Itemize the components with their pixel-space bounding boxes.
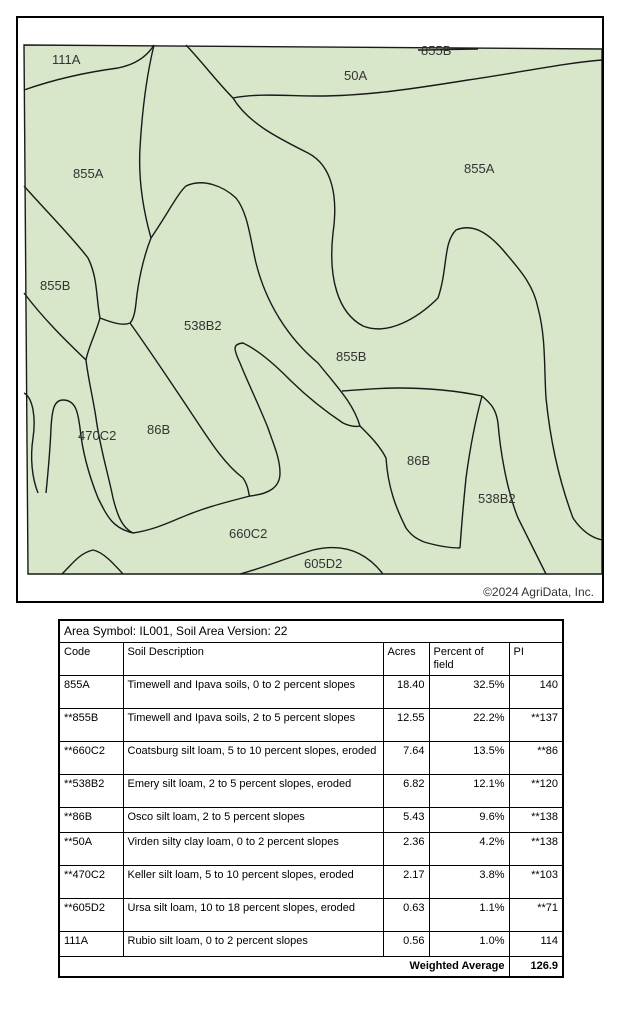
cell-pi: **137 [509,709,563,742]
cell-description: Emery silt loam, 2 to 5 percent slopes, eroded [123,775,383,808]
table-row [59,866,563,899]
cell-description: Timewell and Ipava soils, 0 to 2 percent slopes [123,676,383,709]
map-label-660C2: 660C2 [229,526,268,541]
cell-acres: 0.63 [383,899,429,932]
map-label-855B-center: 855B [336,349,367,364]
cell-code: **50A [59,833,123,866]
cell-percent: 3.8% [429,866,509,899]
weighted-average-label: Weighted Average [59,957,509,978]
cell-description: Coatsburg silt loam, 5 to 10 percent slopes, eroded [123,742,383,775]
header-code: Code [59,643,123,676]
weighted-average-row [59,957,563,978]
cell-description: Timewell and Ipava soils, 2 to 5 percent slopes [123,709,383,742]
table-header-row [59,643,563,676]
cell-code: **538B2 [59,775,123,808]
table-row [59,742,563,775]
cell-pi: 114 [509,932,563,957]
cell-code: **605D2 [59,899,123,932]
map-label-538B2-right: 538B2 [478,491,516,506]
cell-percent: 12.1% [429,775,509,808]
cell-percent: 22.2% [429,709,509,742]
cell-description: Keller silt loam, 5 to 10 percent slopes, eroded [123,866,383,899]
area-symbol-row [59,620,563,643]
cell-pi: **71 [509,899,563,932]
header-acres: Acres [383,643,429,676]
cell-code: **470C2 [59,866,123,899]
cell-acres: 0.56 [383,932,429,957]
header-pi: PI [509,643,563,676]
cell-acres: 18.40 [383,676,429,709]
cell-description: Ursa silt loam, 10 to 18 percent slopes, eroded [123,899,383,932]
map-label-855B-top: 855B [421,43,452,58]
map-label-855B-left: 855B [40,278,71,293]
cell-pi: **103 [509,866,563,899]
map-label-855A-left: 855A [73,166,104,181]
cell-code: **86B [59,808,123,833]
header-percent: Percent of field [429,643,509,676]
table-row [59,676,563,709]
cell-acres: 2.17 [383,866,429,899]
map-label-470C2: 470C2 [78,428,117,443]
cell-pi: **138 [509,833,563,866]
cell-percent: 32.5% [429,676,509,709]
map-label-50A: 50A [344,68,368,83]
cell-description: Osco silt loam, 2 to 5 percent slopes [123,808,383,833]
table-row [59,932,563,957]
map-label-538B2-center: 538B2 [184,318,222,333]
header-description: Soil Description [123,643,383,676]
cell-code: 855A [59,676,123,709]
cell-code: **855B [59,709,123,742]
cell-pi: **138 [509,808,563,833]
cell-pi: **120 [509,775,563,808]
soil-map [16,16,604,603]
map-label-86B-left: 86B [147,422,171,437]
area-symbol: Area Symbol: IL001, Soil Area Version: 22 [59,620,563,643]
cell-percent: 1.1% [429,899,509,932]
cell-percent: 1.0% [429,932,509,957]
cell-pi: 140 [509,676,563,709]
cell-percent: 13.5% [429,742,509,775]
map-label-111A: 111A [52,52,81,67]
table-row [59,833,563,866]
weighted-average-value: 126.9 [509,957,563,978]
table-row [59,808,563,833]
map-label-86B-right: 86B [407,453,431,468]
table-row [59,899,563,932]
soil-table-container [58,619,562,978]
soil-map-canvas [18,18,602,601]
soil-table [58,619,564,978]
cell-description: Virden silty clay loam, 0 to 2 percent slopes [123,833,383,866]
table-row [59,775,563,808]
cell-description: Rubio silt loam, 0 to 2 percent slopes [123,932,383,957]
cell-code: **660C2 [59,742,123,775]
cell-percent: 9.6% [429,808,509,833]
cell-acres: 7.64 [383,742,429,775]
map-label-855A-right: 855A [464,161,495,176]
cell-acres: 12.55 [383,709,429,742]
copyright-notice: ©2024 AgriData, Inc. [483,585,594,599]
cell-code: 111A [59,932,123,957]
cell-acres: 5.43 [383,808,429,833]
cell-acres: 6.82 [383,775,429,808]
cell-acres: 2.36 [383,833,429,866]
map-label-605D2: 605D2 [304,556,343,571]
cell-pi: **86 [509,742,563,775]
table-row [59,709,563,742]
cell-percent: 4.2% [429,833,509,866]
